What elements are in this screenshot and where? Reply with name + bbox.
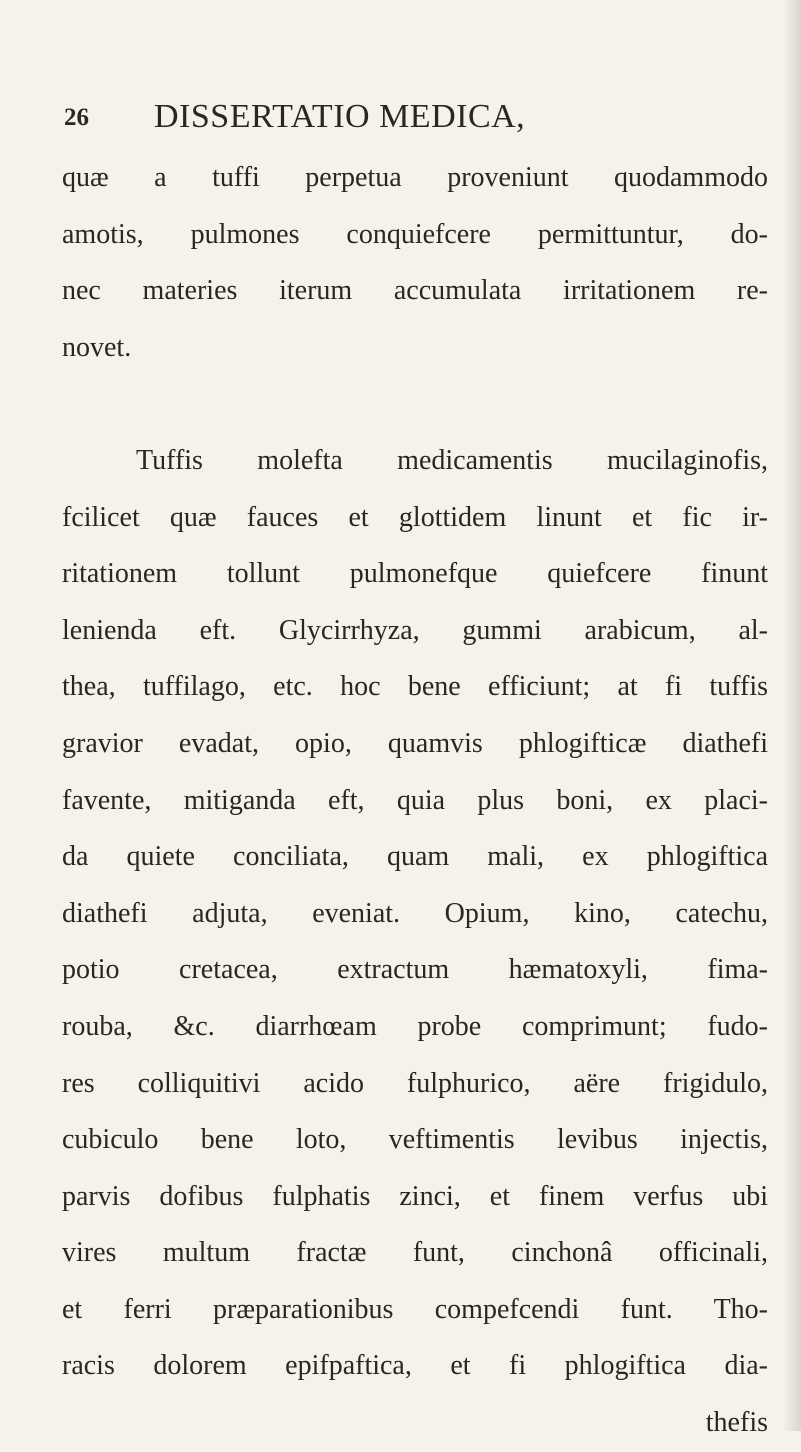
text-line: fcilicet quæ fauces et glottidem linunt et fic ir- bbox=[62, 501, 768, 533]
text-line: potio cretacea, extractum hæmatoxyli, fima- bbox=[62, 954, 768, 986]
text-line: cubiculo bene loto, veftimentis levibus injectis, bbox=[62, 1124, 768, 1156]
text-line: Tuffis molefta medicamentis mucilaginofis, bbox=[136, 444, 768, 476]
text-line: thea, tuffilago, etc. hoc bene efficiunt; at fi tuffis bbox=[62, 671, 768, 703]
text-line: ritationem tollunt pulmonefque quiefcere finunt bbox=[62, 558, 768, 590]
text-line: diathefi adjuta, eveniat. Opium, kino, catechu, bbox=[62, 897, 768, 929]
text-line: da quiete conciliata, quam mali, ex phlogiftica bbox=[62, 841, 768, 873]
page-header bbox=[58, 92, 778, 142]
text-line: vires multum fractæ funt, cinchonâ officinali, bbox=[62, 1237, 768, 1269]
body-text bbox=[62, 150, 768, 1452]
paragraph-2 bbox=[62, 433, 768, 1395]
text-line: amotis, pulmones conquiefcere permittuntur, do- bbox=[62, 218, 768, 250]
paragraph-gap bbox=[62, 376, 768, 433]
text-line: gravior evadat, opio, quamvis phlogifticæ diathefi bbox=[62, 727, 768, 759]
text-line: nec materies iterum accumulata irritationem re- bbox=[62, 275, 768, 307]
text-line: lenienda eft. Glycirrhyza, gummi arabicum, al- bbox=[62, 614, 768, 646]
paragraph-1 bbox=[62, 150, 768, 376]
text-line: novet. bbox=[62, 331, 132, 363]
page-number: 26 bbox=[64, 104, 89, 131]
text-line: racis dolorem epifpaftica, et fi phlogiftica dia- bbox=[62, 1350, 768, 1382]
running-head: DISSERTATIO MEDICA, bbox=[154, 98, 526, 135]
text-line: quæ a tuffi perpetua proveniunt quodammodo bbox=[62, 162, 768, 193]
text-line: res colliquitivi acido fulphurico, aëre frigidulo, bbox=[62, 1067, 768, 1099]
text-line: et ferri præparationibus compefcendi funt. Tho- bbox=[62, 1293, 768, 1325]
text-line: parvis dofibus fulphatis zinci, et finem verfus ubi bbox=[62, 1180, 768, 1212]
catchword: thefis bbox=[705, 1407, 768, 1439]
page-edge-shadow bbox=[783, 0, 801, 1431]
text-line: rouba, &c. diarrhœam probe comprimunt; fudo- bbox=[62, 1010, 768, 1042]
text-line: favente, mitiganda eft, quia plus boni, ex placi- bbox=[62, 784, 768, 816]
